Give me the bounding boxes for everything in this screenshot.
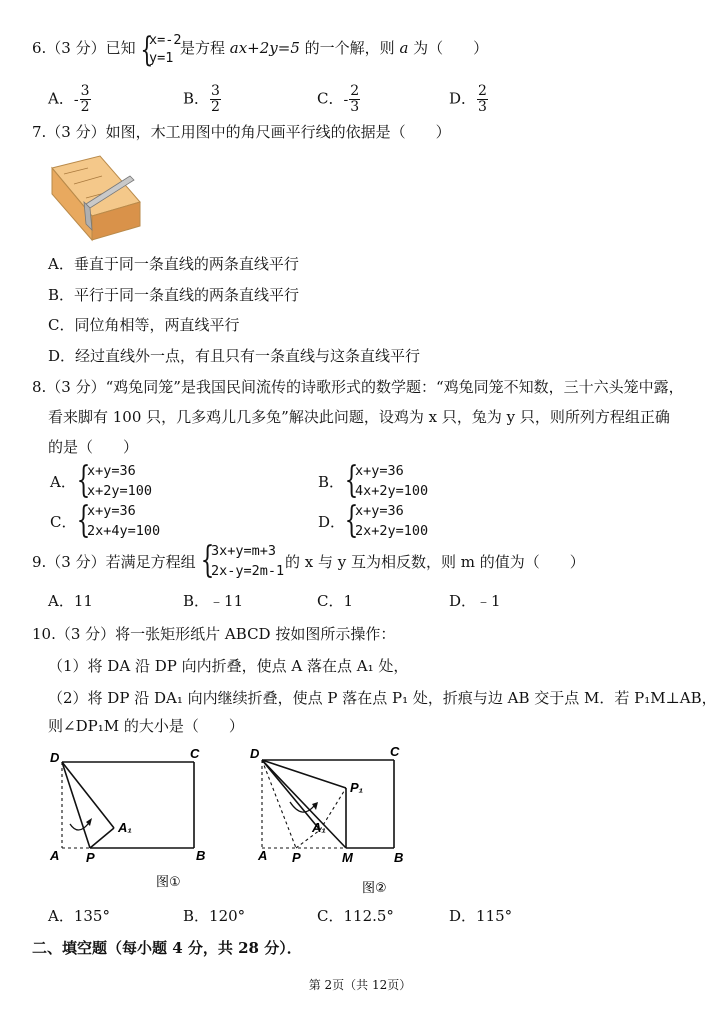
q6-option-b[interactable]: B． $\frac{3}{2}$ [183, 83, 220, 115]
fig1-label-b: B [196, 848, 206, 863]
q9-option-d[interactable]: D．﹣1 [449, 592, 501, 610]
q6-stem-a: 6.（3 分）已知 [32, 39, 136, 57]
q6-option-a[interactable]: A．- $\frac{3}{2}$ [48, 83, 90, 115]
fig2-label-a: A [258, 848, 268, 863]
fig2-label-d: D [250, 746, 260, 761]
q6-stem-b: 是方程 [180, 39, 230, 57]
q9-system: 3x+y=m+3 2x-y=2m-1 [211, 543, 285, 579]
q8-option-b-brace: { [344, 460, 359, 501]
fig1-label-a: A [50, 848, 60, 863]
q10-option-c[interactable]: C．112.5° [317, 907, 394, 925]
q6-brace: { [140, 30, 154, 70]
q9-option-a[interactable]: A．11 [48, 592, 93, 610]
fig2-label-a1: A₁ [312, 820, 326, 835]
q8-option-c-brace: { [76, 500, 91, 541]
figure-1 [40, 744, 230, 894]
q6-stem-d: 为（ ） [408, 39, 489, 57]
fig1-label-a1: A₁ [118, 820, 132, 835]
fig2-label-p1: P₁ [350, 780, 364, 795]
q9-option-c[interactable]: C．1 [317, 592, 354, 610]
q8-option-a-system[interactable]: x+y=36 x+2y=100 [87, 463, 153, 499]
fig1-caption: 图① [156, 875, 181, 890]
section-2-heading: 二、填空题（每小题 4 分，共 28 分）． [32, 939, 302, 957]
q8-option-c-system[interactable]: x+y=36 2x+4y=100 [87, 503, 161, 539]
q8-option-a-label[interactable]: A． [50, 473, 76, 491]
q6-option-c[interactable]: C．- $\frac{2}{3}$ [317, 83, 360, 115]
q7-option-c[interactable]: C．同位角相等，两直线平行 [48, 316, 240, 334]
q10-option-b[interactable]: B．120° [183, 907, 246, 925]
q8-line1: 8.（3 分）“鸡兔同笼”是我国民间流传的诗歌形式的数学题：“鸡兔同笼不知数，三十六头笼中露， [32, 378, 684, 396]
q8-option-d-brace: { [344, 500, 359, 541]
q8-option-b-label[interactable]: B． [318, 473, 345, 491]
q9-stem-b: 的 x 与 y 互为相反数，则 m 的值为（ ） [285, 553, 585, 571]
q10-line4: 则∠DP₁M 的大小是（ ） [48, 717, 244, 735]
q8-option-d-label[interactable]: D． [318, 513, 346, 531]
q6-var: a [399, 39, 409, 57]
q10-option-a[interactable]: A．135° [48, 907, 110, 925]
q8-option-a-brace: { [76, 460, 91, 501]
q6-equation: ax+2y=5 [229, 39, 300, 57]
q10-line3: （2）将 DP 沿 DA₁ 向内继续折叠，使点 P 落在点 P₁ 处，折痕与边 AB 交于点 M．若 P₁M⊥AB， [48, 689, 717, 707]
fig2-label-p: P [292, 850, 301, 865]
q10-line2: （1）将 DA 沿 DP 向内折叠，使点 A 落在点 A₁ 处， [48, 657, 409, 675]
carpenter-square-image [48, 154, 144, 244]
fig2-label-b: B [394, 850, 404, 865]
q7-option-b[interactable]: B．平行于同一条直线的两条直线平行 [48, 286, 300, 304]
fig2-caption: 图② [362, 881, 387, 896]
q7-option-a[interactable]: A．垂直于同一条直线的两条直线平行 [48, 255, 299, 273]
q6-system [149, 32, 182, 68]
q7-stem: 7.（3 分）如图，木工用图中的角尺画平行线的依据是（ ） [32, 123, 451, 141]
q8-line2: 看来脚有 100 只，几多鸡儿几多兔”解决此问题，设鸡为 x 只，兔为 y 只，则所列方程组正确 [48, 408, 670, 426]
q10-line1: 10.（3 分）将一张矩形纸片 ABCD 按如图所示操作： [32, 625, 396, 643]
q6-stem-c: 的一个解，则 [299, 39, 400, 57]
fig1-label-d: D [50, 750, 60, 765]
q6-option-d[interactable]: D． $\frac{2}{3}$ [449, 83, 487, 115]
q8-option-d-system[interactable]: x+y=36 2x+2y=100 [355, 503, 429, 539]
q6-stem [32, 38, 136, 58]
q9-stem-a: 9.（3 分）若满足方程组 [32, 553, 196, 571]
q8-option-b-system[interactable]: x+y=36 4x+2y=100 [355, 463, 429, 499]
q6-eq1: x=-2 [149, 32, 182, 48]
fig1-label-p: P [86, 850, 95, 865]
q9-option-b[interactable]: B．﹣11 [183, 592, 244, 610]
page-footer: 第 2页（共 12页） [308, 978, 412, 992]
fig2-label-m: M [342, 850, 353, 865]
q8-line3: 的是（ ） [48, 438, 139, 456]
q6-eq2: y=1 [149, 50, 174, 66]
figure-2 [248, 742, 428, 898]
fig1-label-c: C [190, 746, 200, 761]
fig2-label-c: C [390, 744, 400, 759]
q7-option-d[interactable]: D．经过直线外一点，有且只有一条直线与这条直线平行 [48, 347, 421, 365]
q6-stem-rest [180, 38, 488, 58]
q8-option-c-label[interactable]: C． [50, 513, 77, 531]
q9-brace: { [200, 540, 215, 581]
q10-option-d[interactable]: D．115° [449, 907, 513, 925]
